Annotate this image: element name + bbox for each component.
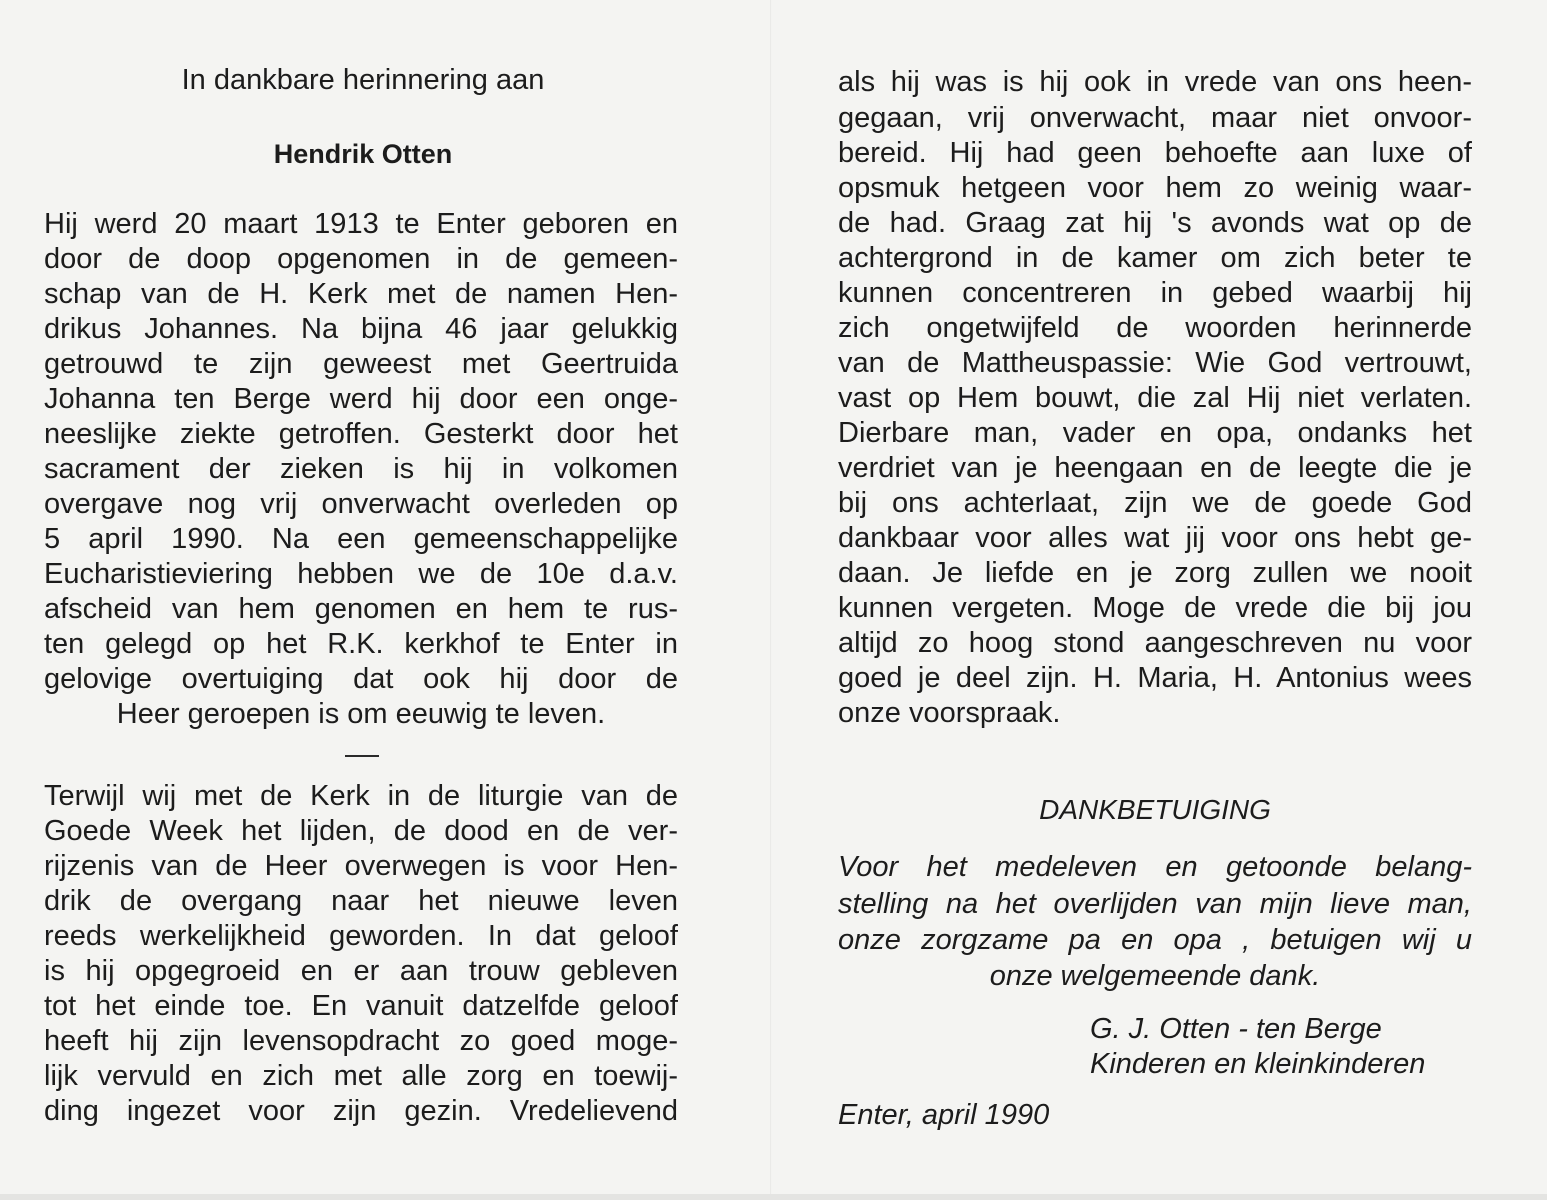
text-line: ten gelegd op het R.K. kerkhof te Enter in bbox=[44, 628, 678, 660]
text-line: Johanna ten Berge werd hij door een onge- bbox=[44, 383, 678, 415]
text-line: opsmuk hetgeen voor hem zo weinig waar- bbox=[838, 172, 1472, 204]
text-line: door de doop opgenomen in de gemeen- bbox=[44, 243, 678, 275]
text-line: gelovige overtuiging dat ook hij door de bbox=[44, 663, 678, 695]
text-line: goed je deel zijn. H. Maria, H. Antonius wees bbox=[838, 662, 1472, 694]
text-line: achtergrond in de kamer om zich beter te bbox=[838, 242, 1472, 274]
dankbetuiging-line: onze welgemeende dank. bbox=[989, 960, 1321, 992]
text-line: schap van de H. Kerk met de namen Hen- bbox=[44, 278, 678, 310]
text-line: drik de overgang naar het nieuwe leven bbox=[44, 885, 678, 917]
text-line: verdriet van je heengaan en de leegte die je bbox=[838, 452, 1472, 484]
text-line: lijk vervuld en zich met alle zorg en toewij- bbox=[44, 1060, 678, 1092]
text-line: als hij was is hij ook in vrede van ons heen- bbox=[838, 66, 1472, 98]
text-line: is hij opgegroeid en er aan trouw gebleven bbox=[44, 955, 678, 987]
text-line: 5 april 1990. Na een gemeenschappelijke bbox=[44, 523, 678, 555]
text-line: Eucharistieviering hebben we de 10e d.a.v. bbox=[44, 558, 678, 590]
dankbetuiging-line: Voor het medeleven en getoonde belang- bbox=[838, 851, 1472, 883]
text-line: getrouwd te zijn geweest met Geertruida bbox=[44, 348, 678, 380]
text-line: afscheid van hem genomen en hem te rus- bbox=[44, 593, 678, 625]
text-line: neeslijke ziekte getroffen. Gesterkt door het bbox=[44, 418, 678, 450]
text-line: reeds werkelijkheid geworden. In dat geloof bbox=[44, 920, 678, 952]
text-line: altijd zo hoog stond aangeschreven nu voor bbox=[838, 627, 1472, 659]
signature-family: Kinderen en kleinkinderen bbox=[1090, 1048, 1426, 1080]
text-line: overgave nog vrij onverwacht overleden op bbox=[44, 488, 678, 520]
text-line: bereid. Hij had geen behoefte aan luxe of bbox=[838, 137, 1472, 169]
deceased-name: Hendrik Otten bbox=[273, 139, 453, 169]
text-line: bij ons achterlaat, zijn we de goede God bbox=[838, 487, 1472, 519]
section-divider bbox=[345, 755, 379, 757]
card-bottom-edge bbox=[0, 1194, 1547, 1200]
text-line: Terwijl wij met de Kerk in de liturgie van de bbox=[44, 780, 678, 812]
place-date: Enter, april 1990 bbox=[838, 1099, 1050, 1131]
text-line: van de Mattheuspassie: Wie God vertrouwt, bbox=[838, 347, 1472, 379]
text-line: Hij werd 20 maart 1913 te Enter geboren en bbox=[44, 208, 678, 240]
text-line: daan. Je liefde en je zorg zullen we nooit bbox=[838, 557, 1472, 589]
text-line: dankbaar voor alles wat jij voor ons hebt ge- bbox=[838, 522, 1472, 554]
text-line: tot het einde toe. En vanuit datzelfde geloof bbox=[44, 990, 678, 1022]
text-line: kunnen concentreren in gebed waarbij hij bbox=[838, 277, 1472, 309]
intro-heading: In dankbare herinnering aan bbox=[181, 64, 545, 96]
text-line: onze voorspraak. bbox=[838, 697, 1061, 729]
dankbetuiging-title: DANKBETUIGING bbox=[1039, 794, 1271, 825]
text-line: kunnen vergeten. Moge de vrede die bij jou bbox=[838, 592, 1472, 624]
text-line: sacrament der zieken is hij in volkomen bbox=[44, 453, 678, 485]
text-line: Goede Week het lijden, de dood en de ver- bbox=[44, 815, 678, 847]
text-line: zich ongetwijfeld de woorden herinnerde bbox=[838, 312, 1472, 344]
text-line: gegaan, vrij onverwacht, maar niet onvoor- bbox=[838, 102, 1472, 134]
card-fold bbox=[770, 0, 772, 1200]
dankbetuiging-line: stelling na het overlijden van mijn lieve man, bbox=[838, 888, 1472, 920]
signature-name: G. J. Otten - ten Berge bbox=[1090, 1013, 1382, 1045]
text-line: Dierbare man, vader en opa, ondanks het bbox=[838, 417, 1472, 449]
text-line: drikus Johannes. Na bijna 46 jaar gelukkig bbox=[44, 313, 678, 345]
text-line: vast op Hem bouwt, die zal Hij niet verlaten. bbox=[838, 382, 1472, 414]
text-line: ding ingezet voor zijn gezin. Vredelievend bbox=[44, 1095, 678, 1127]
dankbetuiging-line: onze zorgzame pa en opa , betuigen wij u bbox=[838, 924, 1472, 956]
text-line: heeft hij zijn levensopdracht zo goed moge- bbox=[44, 1025, 678, 1057]
text-line: rijzenis van de Heer overwegen is voor Hen- bbox=[44, 850, 678, 882]
text-line: de had. Graag zat hij 's avonds wat op de bbox=[838, 207, 1472, 239]
text-line: Heer geroepen is om eeuwig te leven. bbox=[116, 698, 606, 730]
